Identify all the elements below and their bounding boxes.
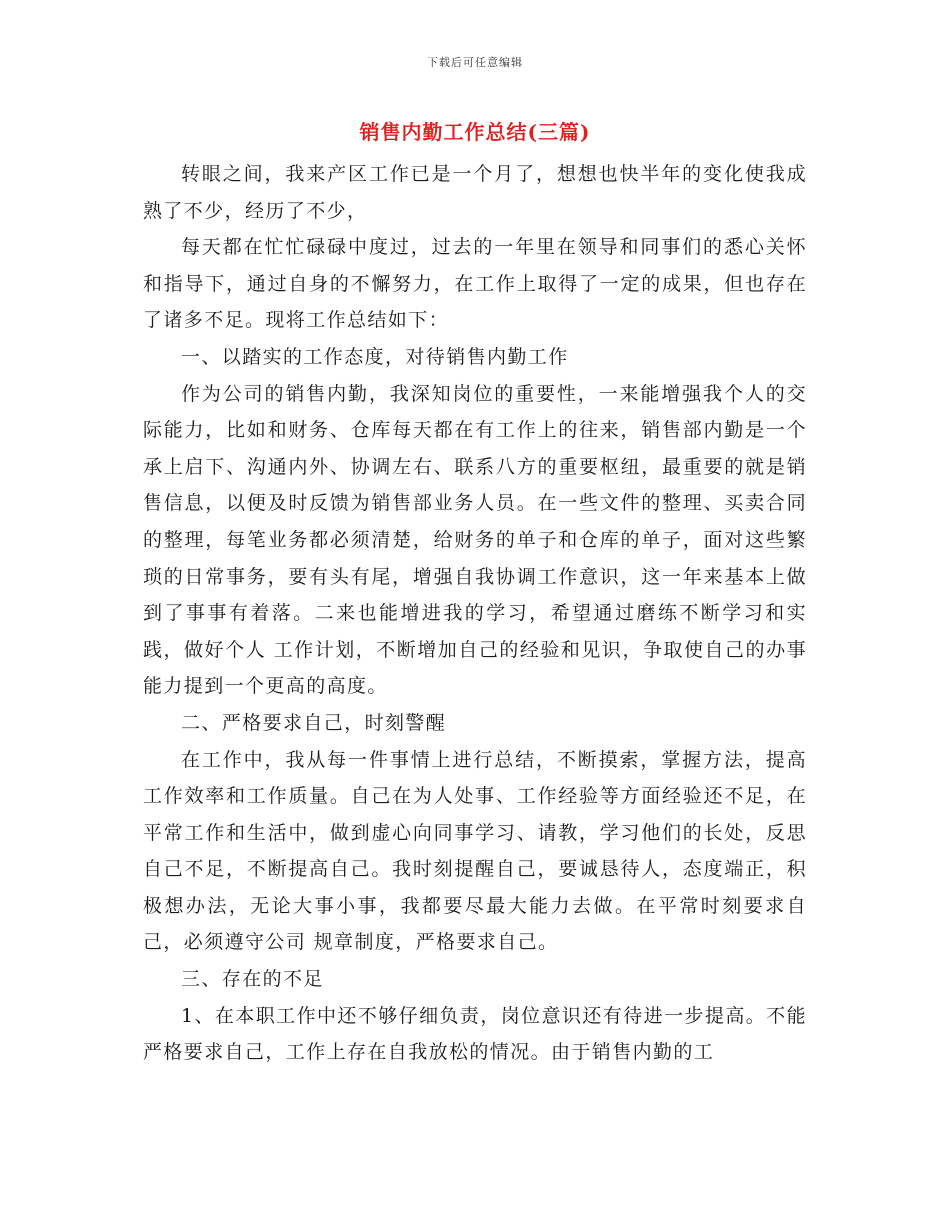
paragraph-section-2: 在工作中，我从每一件事情上进行总结，不断摸索，掌握方法，提高工作效率和工作质量。自己在为人处事、工作经验等方面经验还不足，在平常工作和生活中，做到虚心向同事学习、请教，学习他们的长处，反思自己不足，不断提高自己。我时刻提醒自己，要诚恳待人，态度端正，积极想办法，无论大事小事，我都要尽最大能力去做。在平常时刻要求自己，必须遵守公司 规章制度，严格要求自己。 <box>143 748 807 954</box>
document-body <box>143 156 807 1071</box>
paragraph-intro-2: 每天都在忙忙碌碌中度过，过去的一年里在领导和同事们的悉心关怀和指导下，通过自身的不懈努力，在工作上取得了一定的成果，但也存在了诸多不足。现将工作总结如下： <box>143 236 807 332</box>
section-heading-3: 三、存在的不足 <box>181 968 324 991</box>
document-title: 销售内勤工作总结(三篇) <box>359 120 591 144</box>
header-note: 下载后可任意编辑 <box>427 56 523 69</box>
paragraph-intro-1: 转眼之间，我来产区工作已是一个月了，想想也快半年的变化使我成熟了不少，经历了不少， <box>143 163 807 222</box>
section-heading-1: 一、以踏实的工作态度，对待销售内勤工作 <box>181 345 569 368</box>
section-heading-2: 二、严格要求自己，时刻警醒 <box>181 711 447 734</box>
paragraph-section-1: 作为公司的销售内勤，我深知岗位的重要性，一来能增强我个人的交际能力，比如和财务、仓库每天都在有工作上的往来，销售部内勤是一个承上启下、沟通内外、协调左右、联系八方的重要枢纽，最重要的就是销售信息，以便及时反馈为销售部业务人员。在一些文件的整理、买卖合同的整理，每笔业务都必须清楚，给财务的单子和仓库的单子，面对这些繁琐的日常事务，要有头有尾，增强自我协调工作意识，这一年来基本上做到了事事有着落。二来也能增进我的学习，希望通过磨练不断学习和实践，做好个人 工作计划，不断增加自己的经验和见识，争取使自己的办事能力提到一个更高的高度。 <box>143 382 807 698</box>
paragraph-section-3: 1、在本职工作中还不够仔细负责，岗位意识还有待进一步提高。不能严格要求自己，工作上存在自我放松的情况。由于销售内勤的工 <box>143 1004 807 1064</box>
